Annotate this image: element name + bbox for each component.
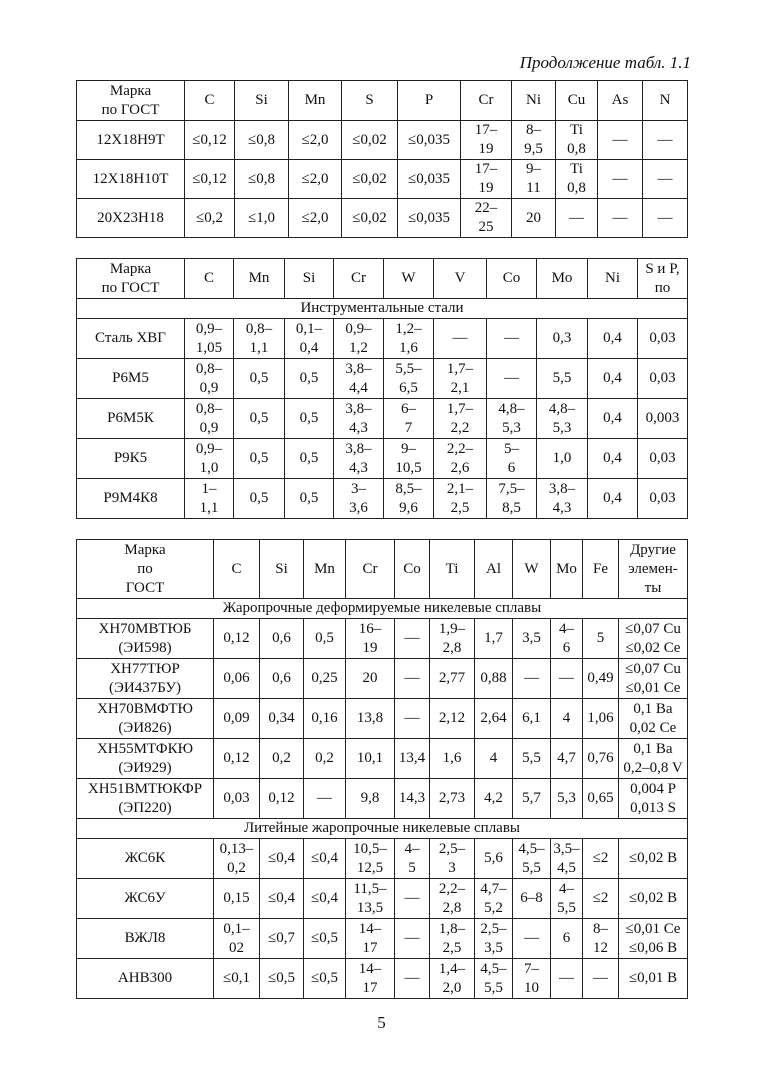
value-cell: 1,8– 2,5 (430, 919, 475, 959)
value-cell: 8– 12 (583, 919, 619, 959)
value-cell: S и P, по (638, 259, 688, 299)
value-cell: ≤0,4 (304, 879, 346, 919)
value-cell: ≤0,5 (304, 919, 346, 959)
table-row (77, 839, 688, 879)
value-cell: 3,5– 4,5 (551, 839, 583, 879)
value-cell: 1,7– 2,1 (434, 359, 487, 399)
value-cell: — (513, 659, 551, 699)
value-cell: ≤0,07 Cu ≤0,02 Ce (619, 619, 688, 659)
value-cell: — (643, 199, 688, 238)
value-cell: ≤0,2 (185, 199, 235, 238)
value-cell: — (487, 319, 537, 359)
grade-cell: ХН77ТЮР (ЭИ437БУ) (77, 659, 214, 699)
value-cell: Si (285, 259, 334, 299)
table-row (77, 659, 688, 699)
value-cell: 1– 1,1 (185, 479, 234, 519)
table-row (77, 919, 688, 959)
value-cell: 20 (512, 199, 556, 238)
value-cell: 0,4 (588, 319, 638, 359)
value-cell: 4,8– 5,3 (537, 399, 588, 439)
value-cell: — (556, 199, 598, 238)
grade-cell: Сталь ХВГ (77, 319, 185, 359)
value-cell: — (583, 959, 619, 999)
value-cell: Co (395, 540, 430, 599)
value-cell: ≤2,0 (289, 199, 342, 238)
value-cell: 4 (475, 739, 513, 779)
value-cell: 0,1 Ba 0,2–0,8 V (619, 739, 688, 779)
value-cell: V (434, 259, 487, 299)
table-row (77, 699, 688, 739)
value-cell: Mn (304, 540, 346, 599)
section-header-row (77, 599, 688, 619)
value-cell: 4– 6 (551, 619, 583, 659)
value-cell: 1,2– 1,6 (384, 319, 434, 359)
value-cell: 0,8– 1,1 (234, 319, 285, 359)
value-cell: — (434, 319, 487, 359)
value-cell: ≤0,02 B (619, 839, 688, 879)
value-cell: ≤0,4 (260, 879, 304, 919)
value-cell: 0,6 (260, 619, 304, 659)
value-cell: 1,7– 2,2 (434, 399, 487, 439)
value-cell: 0,76 (583, 739, 619, 779)
value-cell: 7,5– 8,5 (487, 479, 537, 519)
value-cell: ≤0,02 (342, 199, 398, 238)
section-title: Инструментальные стали (77, 299, 688, 319)
value-cell: — (304, 779, 346, 819)
value-cell: 0,03 (638, 359, 688, 399)
value-cell: 3– 3,6 (334, 479, 384, 519)
value-cell: 4,2 (475, 779, 513, 819)
value-cell: 1,0 (537, 439, 588, 479)
value-cell: 6– 7 (384, 399, 434, 439)
value-cell: 3,8– 4,3 (537, 479, 588, 519)
grade-cell: Р6М5 (77, 359, 185, 399)
value-cell: Ti 0,8 (556, 121, 598, 160)
value-cell: 0,88 (475, 659, 513, 699)
value-cell: Cr (461, 81, 512, 121)
value-cell: — (598, 199, 643, 238)
grade-cell: ХН55МТФКЮ (ЭИ929) (77, 739, 214, 779)
value-cell: Si (235, 81, 289, 121)
value-cell: 20 (346, 659, 395, 699)
value-cell: 9– 10,5 (384, 439, 434, 479)
value-cell: 5,6 (475, 839, 513, 879)
value-cell: Co (487, 259, 537, 299)
value-cell: 0,5 (285, 399, 334, 439)
value-cell: 0,9– 1,2 (334, 319, 384, 359)
value-cell: 0,9– 1,0 (185, 439, 234, 479)
value-cell: 6–8 (513, 879, 551, 919)
value-cell: 8– 9,5 (512, 121, 556, 160)
value-cell: 11,5– 13,5 (346, 879, 395, 919)
stainless-steel-composition-table (76, 80, 688, 238)
value-cell: 0,2 (304, 739, 346, 779)
value-cell: 0,5 (234, 439, 285, 479)
value-cell: ≤0,7 (260, 919, 304, 959)
value-cell: Ni (512, 81, 556, 121)
value-cell: 5 (583, 619, 619, 659)
value-cell: ≤0,5 (304, 959, 346, 999)
value-cell: 0,65 (583, 779, 619, 819)
value-cell: 2,2– 2,6 (434, 439, 487, 479)
table-row (77, 359, 688, 399)
grade-cell: ЖС6К (77, 839, 214, 879)
value-cell: 0,8– 0,9 (185, 399, 234, 439)
value-cell: Ti 0,8 (556, 160, 598, 199)
value-cell: 2,12 (430, 699, 475, 739)
value-cell: ≤0,12 (185, 160, 235, 199)
value-cell: — (395, 699, 430, 739)
value-cell: 2,77 (430, 659, 475, 699)
value-cell: C (214, 540, 260, 599)
table-row (77, 121, 688, 160)
value-cell: 1,7 (475, 619, 513, 659)
value-cell: 13,4 (395, 739, 430, 779)
value-cell: ≤0,035 (398, 121, 461, 160)
value-cell: — (395, 919, 430, 959)
value-cell: 16– 19 (346, 619, 395, 659)
section-title: Жаропрочные деформируемые никелевые сплавы (77, 599, 688, 619)
value-cell: Mo (551, 540, 583, 599)
value-cell: 0,1– 0,4 (285, 319, 334, 359)
value-cell: 0,5 (285, 479, 334, 519)
value-cell: 3,8– 4,3 (334, 439, 384, 479)
value-cell: 2,73 (430, 779, 475, 819)
value-cell: Fe (583, 540, 619, 599)
value-cell: 2,2– 2,8 (430, 879, 475, 919)
value-cell: Al (475, 540, 513, 599)
value-cell: 0,03 (638, 439, 688, 479)
header-row (77, 259, 688, 299)
value-cell: 3,8– 4,3 (334, 399, 384, 439)
value-cell: 14,3 (395, 779, 430, 819)
value-cell: 5,5 (537, 359, 588, 399)
page-number: 5 (377, 1013, 386, 1032)
value-cell: 1,4– 2,0 (430, 959, 475, 999)
table-row (77, 619, 688, 659)
value-cell: ≤0,02 B (619, 879, 688, 919)
value-cell: 5,5– 6,5 (384, 359, 434, 399)
value-cell: 1,6 (430, 739, 475, 779)
value-cell: ≤0,01 B (619, 959, 688, 999)
value-cell: — (598, 121, 643, 160)
value-cell: 5– 6 (487, 439, 537, 479)
value-cell: 1,9– 2,8 (430, 619, 475, 659)
grade-cell: Р9К5 (77, 439, 185, 479)
value-cell: 0,8– 0,9 (185, 359, 234, 399)
header-row (77, 81, 688, 121)
value-cell: 8,5– 9,6 (384, 479, 434, 519)
table-row (77, 439, 688, 479)
value-cell: ≤0,07 Cu ≤0,01 Ce (619, 659, 688, 699)
value-cell: 0,2 (260, 739, 304, 779)
grade-cell: ХН51ВМТЮКФР (ЭП220) (77, 779, 214, 819)
value-cell: 5,7 (513, 779, 551, 819)
value-cell: 17– 19 (461, 160, 512, 199)
value-cell: S (342, 81, 398, 121)
value-cell: 1,06 (583, 699, 619, 739)
value-cell: 17– 19 (461, 121, 512, 160)
value-cell: 0,12 (214, 739, 260, 779)
value-cell: 0,12 (260, 779, 304, 819)
value-cell: ≤0,8 (235, 160, 289, 199)
value-cell: 9– 11 (512, 160, 556, 199)
value-cell: ≤0,035 (398, 199, 461, 238)
value-cell: ≤0,8 (235, 121, 289, 160)
grade-cell: ХН70МВТЮБ (ЭИ598) (77, 619, 214, 659)
value-cell: — (513, 919, 551, 959)
value-cell: 0,6 (260, 659, 304, 699)
section-header-row (77, 299, 688, 319)
table-row (77, 479, 688, 519)
grade-cell: 12Х18Н10Т (77, 160, 185, 199)
value-cell: ≤0,01 Ce ≤0,06 B (619, 919, 688, 959)
value-cell: 0,9– 1,05 (185, 319, 234, 359)
value-cell: ≤2 (583, 879, 619, 919)
value-cell: 2,5– 3,5 (475, 919, 513, 959)
value-cell: 6 (551, 919, 583, 959)
value-cell: ≤0,02 (342, 121, 398, 160)
value-cell: Si (260, 540, 304, 599)
value-cell: W (513, 540, 551, 599)
value-cell: 14– 17 (346, 959, 395, 999)
value-cell: ≤2,0 (289, 160, 342, 199)
value-cell: ≤0,02 (342, 160, 398, 199)
value-cell: 14– 17 (346, 919, 395, 959)
value-cell: ≤0,4 (304, 839, 346, 879)
value-cell: 0,5 (234, 479, 285, 519)
value-cell: ≤0,12 (185, 121, 235, 160)
grade-cell: Р6М5К (77, 399, 185, 439)
value-cell: Cr (334, 259, 384, 299)
value-cell: — (395, 879, 430, 919)
grade-cell: 12Х18Н9Т (77, 121, 185, 160)
section-header-row (77, 819, 688, 839)
table-row (77, 959, 688, 999)
value-cell: ≤1,0 (235, 199, 289, 238)
value-cell: 0,09 (214, 699, 260, 739)
value-cell: 10,1 (346, 739, 395, 779)
value-cell: Cr (346, 540, 395, 599)
value-cell: Cu (556, 81, 598, 121)
value-cell: 0,003 (638, 399, 688, 439)
value-cell: 3,8– 4,4 (334, 359, 384, 399)
value-cell: ≤0,1 (214, 959, 260, 999)
table-row (77, 879, 688, 919)
value-cell: 0,4 (588, 359, 638, 399)
value-cell: 4,5– 5,5 (475, 959, 513, 999)
value-cell: 13,8 (346, 699, 395, 739)
grade-cell: Р9М4К8 (77, 479, 185, 519)
value-cell: W (384, 259, 434, 299)
header-row (77, 540, 688, 599)
value-cell: 4– 5,5 (551, 879, 583, 919)
value-cell: — (487, 359, 537, 399)
table-row (77, 319, 688, 359)
value-cell: — (395, 659, 430, 699)
grade-cell: ЖС6У (77, 879, 214, 919)
value-cell: 0,5 (234, 399, 285, 439)
value-cell: As (598, 81, 643, 121)
value-cell: ≤2 (583, 839, 619, 879)
nickel-alloy-composition-table (76, 539, 688, 999)
value-cell: 0,03 (638, 479, 688, 519)
table-row (77, 160, 688, 199)
grade-cell: Марка по ГОСТ (77, 540, 214, 599)
value-cell: 22– 25 (461, 199, 512, 238)
value-cell: ≤0,4 (260, 839, 304, 879)
value-cell: 0,5 (304, 619, 346, 659)
value-cell: 7– 10 (513, 959, 551, 999)
table-row (77, 779, 688, 819)
value-cell: 2,1– 2,5 (434, 479, 487, 519)
value-cell: 0,1 Ba 0,02 Ce (619, 699, 688, 739)
value-cell: 10,5– 12,5 (346, 839, 395, 879)
value-cell: 0,16 (304, 699, 346, 739)
table-row (77, 399, 688, 439)
value-cell: — (643, 160, 688, 199)
value-cell: 4– 5 (395, 839, 430, 879)
value-cell: 2,64 (475, 699, 513, 739)
value-cell: 4,8– 5,3 (487, 399, 537, 439)
value-cell: Другие элемен- ты (619, 540, 688, 599)
value-cell: — (551, 659, 583, 699)
value-cell: 0,5 (234, 359, 285, 399)
value-cell: C (185, 81, 235, 121)
value-cell: 0,1– 02 (214, 919, 260, 959)
value-cell: ≤0,5 (260, 959, 304, 999)
value-cell: 0,03 (214, 779, 260, 819)
value-cell: 0,15 (214, 879, 260, 919)
value-cell: — (643, 121, 688, 160)
value-cell: 0,4 (588, 439, 638, 479)
value-cell: 0,06 (214, 659, 260, 699)
value-cell: Mn (289, 81, 342, 121)
value-cell: — (395, 959, 430, 999)
table-continuation-caption: Продолжение табл. 1.1 (519, 53, 691, 72)
value-cell: 0,49 (583, 659, 619, 699)
value-cell: Mo (537, 259, 588, 299)
value-cell: ≤0,035 (398, 160, 461, 199)
table-row (77, 739, 688, 779)
value-cell: Mn (234, 259, 285, 299)
grade-cell: ХН70ВМФТЮ (ЭИ826) (77, 699, 214, 739)
value-cell: — (395, 619, 430, 659)
grade-cell: Марка по ГОСТ (77, 259, 185, 299)
value-cell: Ti (430, 540, 475, 599)
value-cell: 2,5– 3 (430, 839, 475, 879)
value-cell: 0,34 (260, 699, 304, 739)
value-cell: 6,1 (513, 699, 551, 739)
value-cell: 9,8 (346, 779, 395, 819)
value-cell: C (185, 259, 234, 299)
value-cell: 4,7 (551, 739, 583, 779)
value-cell: 0,4 (588, 479, 638, 519)
value-cell: 0,5 (285, 359, 334, 399)
value-cell: — (551, 959, 583, 999)
grade-cell: ВЖЛ8 (77, 919, 214, 959)
tool-steel-composition-table (76, 258, 688, 519)
value-cell: — (598, 160, 643, 199)
value-cell: 0,13– 0,2 (214, 839, 260, 879)
value-cell: P (398, 81, 461, 121)
value-cell: ≤2,0 (289, 121, 342, 160)
value-cell: 0,12 (214, 619, 260, 659)
value-cell: 0,03 (638, 319, 688, 359)
value-cell: Ni (588, 259, 638, 299)
grade-cell: 20Х23Н18 (77, 199, 185, 238)
value-cell: 5,3 (551, 779, 583, 819)
table-row (77, 199, 688, 238)
value-cell: 0,5 (285, 439, 334, 479)
grade-cell: АНВ300 (77, 959, 214, 999)
value-cell: 4,7– 5,2 (475, 879, 513, 919)
value-cell: 3,5 (513, 619, 551, 659)
value-cell: 5,5 (513, 739, 551, 779)
grade-cell: Марка по ГОСТ (77, 81, 185, 121)
value-cell: 0,25 (304, 659, 346, 699)
value-cell: 4,5– 5,5 (513, 839, 551, 879)
value-cell: 0,3 (537, 319, 588, 359)
section-title: Литейные жаропрочные никелевые сплавы (77, 819, 688, 839)
value-cell: 0,004 P 0,013 S (619, 779, 688, 819)
value-cell: N (643, 81, 688, 121)
value-cell: 4 (551, 699, 583, 739)
value-cell: 0,4 (588, 399, 638, 439)
